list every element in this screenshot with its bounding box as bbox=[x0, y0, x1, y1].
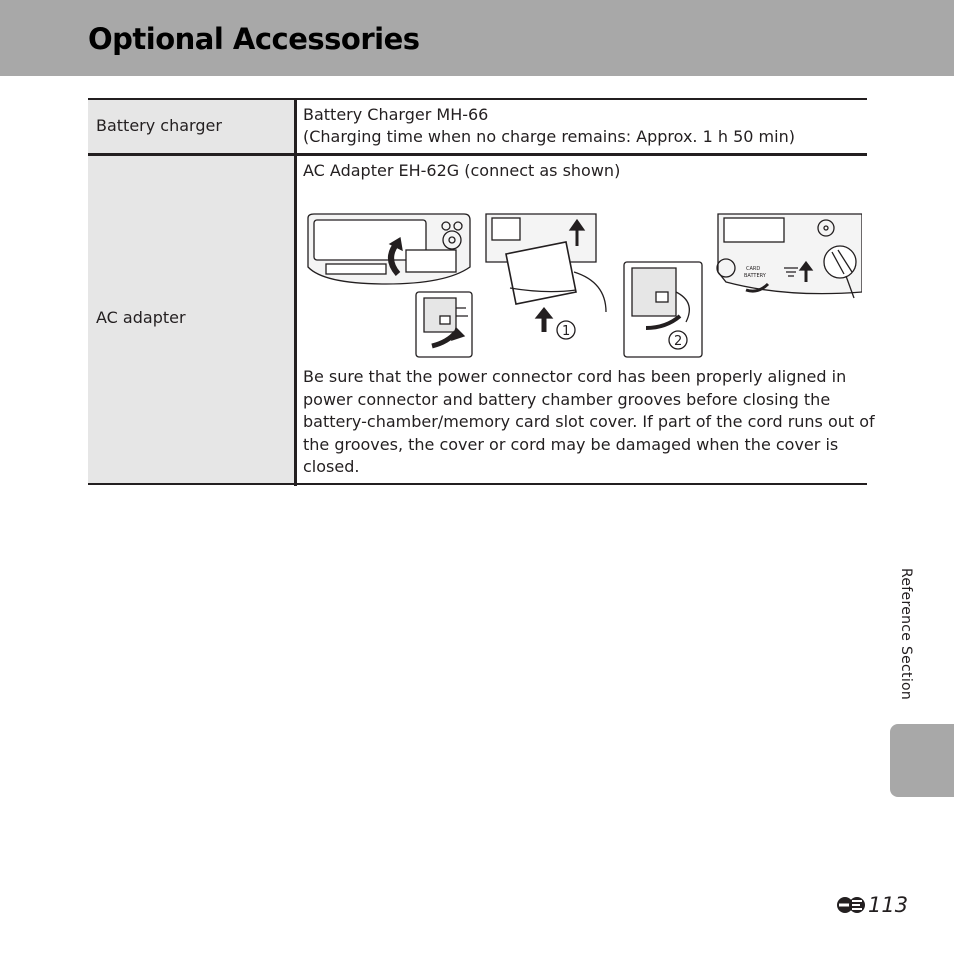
cord-note-line-3: battery-chamber/memory card slot cover. If part of the cord runs out of bbox=[303, 412, 875, 431]
charger-model: Battery Charger MH-66 bbox=[303, 105, 489, 124]
section-tab-label: Reference Section bbox=[898, 568, 914, 701]
cord-note-line-4: the grooves, the cover or cord may be damaged when the cover is bbox=[303, 434, 839, 454]
camera-cover-closed-figure bbox=[717, 214, 862, 298]
column-divider bbox=[294, 156, 297, 486]
ac-adapter-intro: AC Adapter EH-62G (connect as shown) bbox=[303, 161, 621, 180]
page-number bbox=[836, 893, 908, 917]
accessories-table bbox=[88, 98, 875, 486]
column-divider bbox=[294, 98, 297, 154]
cord-note-line-2: power connector and battery chamber grooves before closing the bbox=[303, 389, 831, 409]
row-label-battery-charger: Battery charger bbox=[96, 116, 222, 135]
ac-adapter-connection-illustration bbox=[306, 212, 862, 359]
cord-note-line-1: Be sure that the power connector cord has been properly aligned in bbox=[303, 367, 847, 386]
svg-text:BATTERY: BATTERY bbox=[744, 273, 766, 279]
table-rule-bottom bbox=[88, 483, 867, 485]
svg-text:1: 1 bbox=[562, 324, 571, 339]
charging-time: (Charging time when no charge remains: Approx. 1 h 50 min) bbox=[303, 127, 795, 146]
detail-inset-cord-right bbox=[624, 262, 702, 357]
svg-text:CARD: CARD bbox=[746, 266, 761, 272]
page-title: Optional Accessories bbox=[88, 22, 420, 56]
reference-section-icon bbox=[836, 896, 866, 914]
row-label-ac-adapter: AC adapter bbox=[96, 308, 186, 327]
cord-note-line-5: closed. bbox=[303, 457, 360, 476]
detail-inset-cord-left bbox=[416, 292, 472, 357]
camera-cover-open-figure bbox=[308, 214, 470, 284]
svg-text:2: 2 bbox=[674, 334, 683, 349]
adapter-insert-figure bbox=[486, 214, 606, 339]
page-number-value: 113 bbox=[868, 893, 909, 917]
section-tab bbox=[890, 724, 954, 797]
